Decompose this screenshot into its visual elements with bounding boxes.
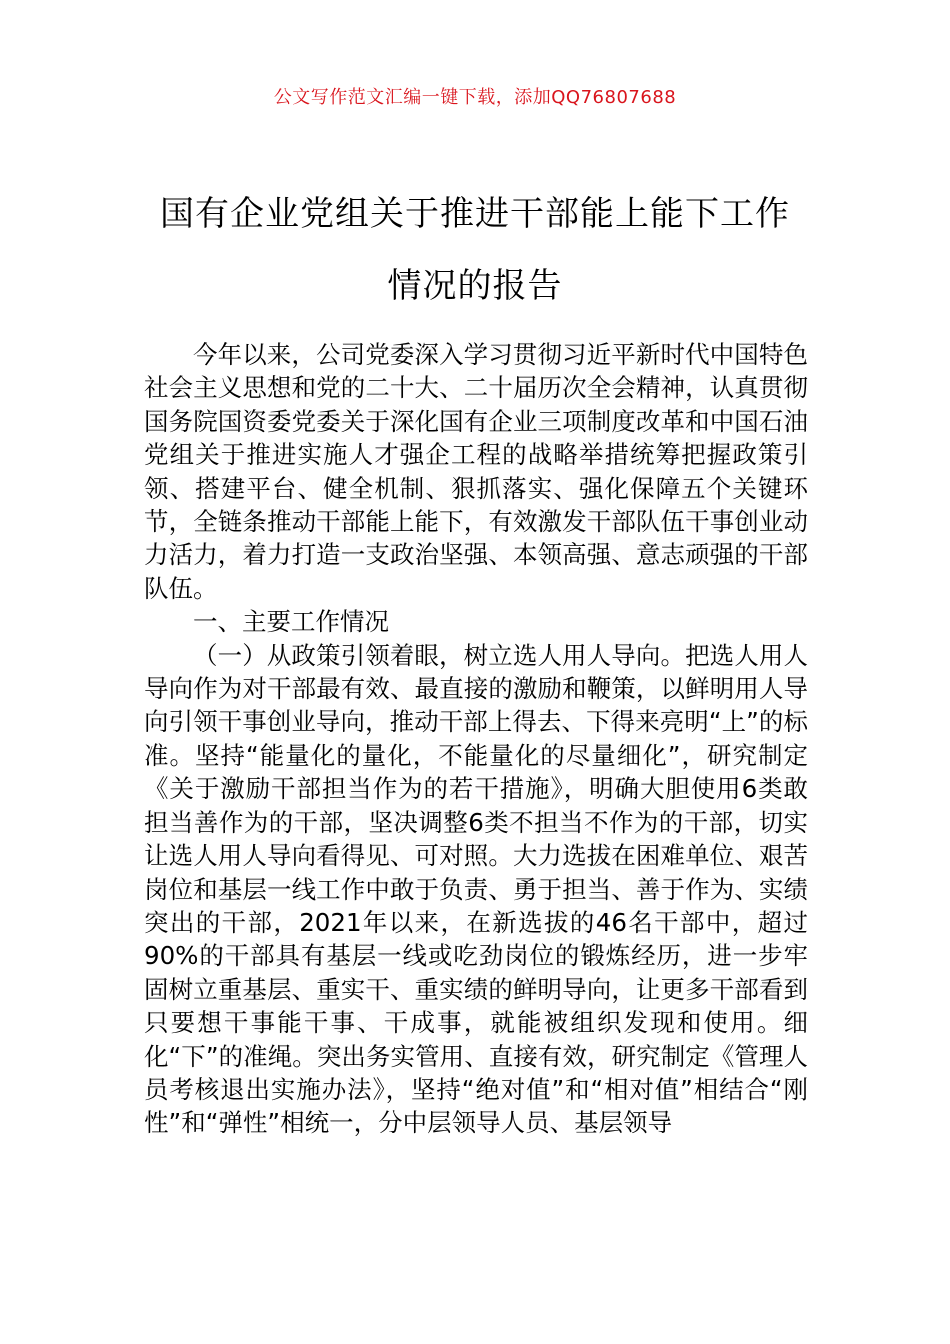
- document-title: [100, 178, 850, 322]
- title-line-2: 情况的报告: [387, 266, 563, 306]
- document-body: [144, 338, 808, 1140]
- section-1-paragraph: （一）从政策引领着眼，树立选人用人导向。把选人用人导向作为对干部最有效、最直接的激励和鞭策，以鲜明用人导向引领干事创业导向，推动干部上得去、下得来亮明“上”的标准。坚持“能量化的量化，不能量化的尽量细化”，研究制定《关于激励干部担当作为的若干措施》，明确大胆使用6类敢担当善作为的干部，坚决调整6类不担当不作为的干部，切实让选人用人导向看得见、可对照。大力选拔在困难单位、艰苦岗位和基层一线工作中敢于负责、勇于担当、善于作为、实绩突出的干部，2021年以来，在新选拔的46名干部中，超过90%的干部具有基层一线或吃劲岗位的锻炼经历，进一步牢固树立重基层、重实干、重实绩的鲜明导向，让更多干部看到只要想干事能干事、干成事，就能被组织发现和使用。细化“下”的准绳。突出务实管用、直接有效，研究制定《管理人员考核退出实施办法》，坚持“绝对值”和“相对值”相结合“刚性”和“弹性”相统一，分中层领导人员、基层领导: [144, 640, 808, 1138]
- header-ad-text: 公文写作范文汇编一键下载，添加QQ76807688: [273, 87, 677, 108]
- title-line-1: 国有企业党组关于推进干部能上能下工作: [160, 194, 790, 234]
- intro-paragraph: 今年以来，公司党委深入学习贯彻习近平新时代中国特色社会主义思想和党的二十大、二十届历次全会精神，认真贯彻国务院国资委党委关于深化国有企业三项制度改革和中国石油党组关于推进实施人才强企工程的战略举措统筹把握政策引领、搭建平台、健全机制、狠抓落实、强化保障五个关键环节，全链条推动干部能上能下，有效激发干部队伍干事创业动力活力，着力打造一支政治坚强、本领高强、意志顽强的干部队伍。: [144, 340, 808, 603]
- section-1-heading: 一、主要工作情况: [193, 607, 389, 637]
